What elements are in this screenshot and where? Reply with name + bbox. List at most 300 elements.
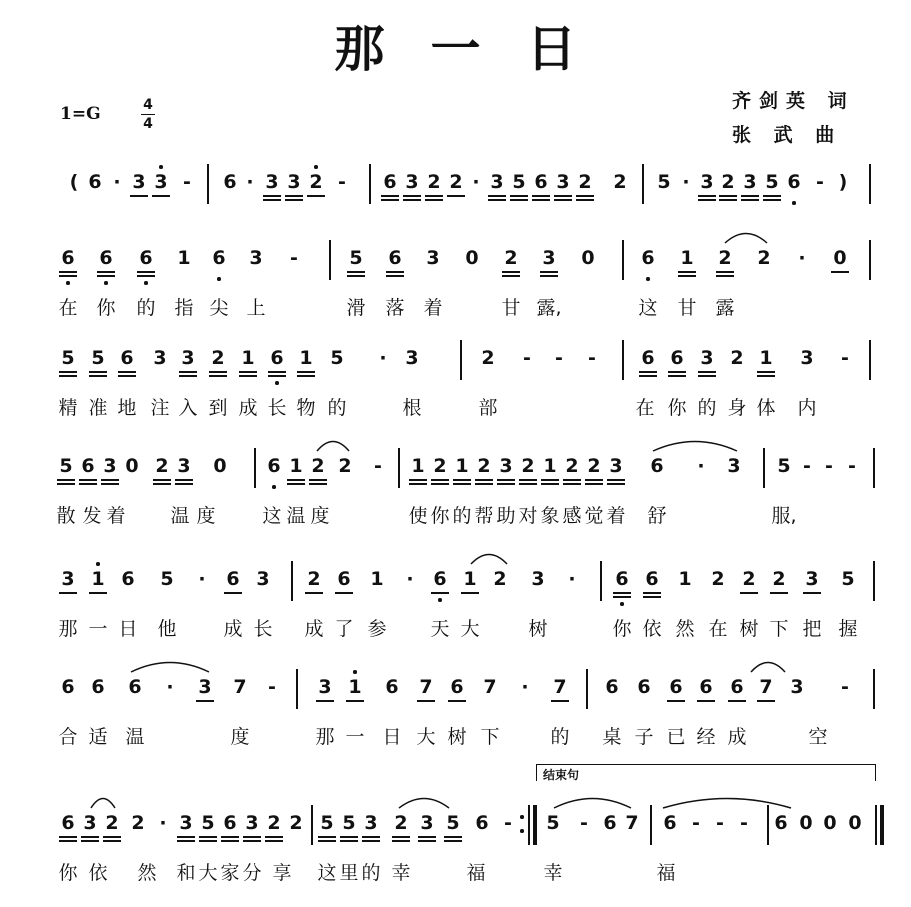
lyric-char: 体 — [756, 397, 776, 419]
underline — [340, 840, 358, 842]
score-row — [0, 675, 911, 755]
underline — [510, 199, 528, 201]
underline — [418, 836, 436, 838]
underline — [667, 700, 685, 702]
underline — [57, 483, 75, 485]
underline — [540, 271, 558, 273]
underline — [101, 483, 119, 485]
note: 6 — [226, 568, 240, 590]
octave-dot-below — [272, 485, 276, 489]
note: 0 — [799, 812, 813, 834]
note: 2 — [587, 455, 601, 477]
lyric-char: 你 — [667, 397, 687, 419]
underline — [59, 375, 77, 377]
lyric-char: 树 — [739, 618, 759, 640]
lyric-char: 你 — [58, 862, 78, 884]
barline — [600, 561, 602, 601]
lyric-char: 已 — [666, 726, 686, 748]
note: 6 — [385, 676, 399, 698]
score-row — [0, 170, 911, 250]
underline — [59, 271, 77, 273]
note: 3 — [700, 347, 714, 369]
repeat-barline-thick — [533, 805, 537, 845]
note: 3 — [287, 171, 301, 193]
lyric-char: 发 — [82, 505, 102, 527]
barline — [650, 805, 652, 845]
lyric-char: 长 — [267, 397, 287, 419]
underline — [461, 592, 479, 594]
underline — [392, 840, 410, 842]
tie-slur — [90, 793, 116, 809]
note: - — [816, 171, 824, 193]
tie-curve — [399, 799, 449, 809]
underline — [519, 483, 537, 485]
underline — [175, 479, 193, 481]
lyric-char: 福 — [466, 862, 486, 884]
underline — [678, 275, 696, 277]
note: 6 — [605, 676, 619, 698]
note: 5 — [777, 455, 791, 477]
note: 6 — [730, 676, 744, 698]
underline — [221, 840, 239, 842]
underline — [532, 195, 550, 197]
lyric-char: 幸 — [391, 862, 411, 884]
underline — [576, 195, 594, 197]
note: · — [521, 676, 529, 698]
time-signature-top: 4 — [143, 97, 153, 113]
underline — [431, 479, 449, 481]
underline — [643, 592, 661, 594]
lyric-char: 在 — [635, 397, 655, 419]
underline — [362, 836, 380, 838]
underline — [89, 592, 107, 594]
lyric-char: 物 — [296, 397, 316, 419]
lyric-char: 适 — [88, 726, 108, 748]
underline — [563, 483, 581, 485]
underline — [757, 700, 775, 702]
lyric-char: 下 — [769, 618, 789, 640]
underline — [263, 195, 281, 197]
lyric-char: 大 — [198, 862, 218, 884]
note: 6 — [88, 171, 102, 193]
lyric-char: 着 — [606, 505, 626, 527]
underline — [613, 592, 631, 594]
note: 3 — [556, 171, 570, 193]
note: 1 — [177, 247, 191, 269]
note: 6 — [128, 676, 142, 698]
barline — [296, 669, 298, 709]
lyric-char: 感 — [562, 505, 582, 527]
lyric-char: 的 — [361, 862, 381, 884]
lyric-char: 幸 — [543, 862, 563, 884]
note: 7 — [233, 676, 247, 698]
lyric-char: 一 — [345, 726, 365, 748]
note: 3 — [318, 676, 332, 698]
note: 1 — [463, 568, 477, 590]
lyric-char: 了 — [334, 618, 354, 640]
octave-dot-above — [314, 165, 318, 169]
lyric-char: 助 — [496, 505, 516, 527]
underline — [541, 483, 559, 485]
underline — [613, 596, 631, 598]
note: 2 — [338, 455, 352, 477]
note: 1 — [759, 347, 773, 369]
barline — [586, 669, 588, 709]
note: 0 — [581, 247, 595, 269]
underline — [268, 375, 286, 377]
underline — [196, 700, 214, 702]
note: 3 — [790, 676, 804, 698]
note: 3 — [153, 347, 167, 369]
underline — [757, 371, 775, 373]
underline — [502, 271, 520, 273]
underline — [221, 836, 239, 838]
underline — [510, 195, 528, 197]
underline — [179, 371, 197, 373]
note: 2 — [730, 347, 744, 369]
underline — [152, 195, 170, 197]
tie-curve — [91, 799, 115, 809]
underline — [698, 195, 716, 197]
barline — [873, 561, 875, 601]
note: 1 — [680, 247, 694, 269]
note: 2 — [711, 568, 725, 590]
note: 6 — [774, 812, 788, 834]
note: 1 — [370, 568, 384, 590]
lyric-char: 握 — [838, 618, 858, 640]
underline — [199, 836, 217, 838]
lyric-char: 然 — [137, 862, 157, 884]
ending-bracket — [536, 764, 876, 781]
lyric-char: 地 — [117, 397, 137, 419]
note: 3 — [405, 347, 419, 369]
underline — [431, 592, 449, 594]
note: 5 — [320, 812, 334, 834]
lyric-char: 度 — [196, 505, 216, 527]
note: 6 — [475, 812, 489, 834]
note: 6 — [61, 812, 75, 834]
underline — [175, 483, 193, 485]
lyric-char: 对 — [518, 505, 538, 527]
lyric-char: 一 — [88, 618, 108, 640]
lyric-char: 温 — [286, 505, 306, 527]
note: 5 — [657, 171, 671, 193]
underline — [287, 483, 305, 485]
barline — [398, 448, 400, 488]
underline — [224, 592, 242, 594]
tie-slur — [652, 436, 738, 452]
note: 3 — [700, 171, 714, 193]
note: 1 — [411, 455, 425, 477]
note: 2 — [578, 171, 592, 193]
ending-label: 结束句 — [543, 768, 580, 782]
underline — [89, 371, 107, 373]
underline — [346, 700, 364, 702]
octave-dot-above — [353, 670, 357, 674]
score-row — [0, 811, 911, 891]
note: 2 — [477, 455, 491, 477]
tie-slur — [398, 793, 450, 809]
note: 7 — [625, 812, 639, 834]
note: 2 — [449, 171, 463, 193]
lyric-char: 温 — [170, 505, 190, 527]
underline — [540, 275, 558, 277]
note: - — [716, 812, 724, 834]
score-row — [0, 246, 911, 326]
note: 2 — [289, 812, 303, 834]
underline — [118, 375, 136, 377]
barline — [207, 164, 209, 204]
underline — [81, 840, 99, 842]
note: 6 — [383, 171, 397, 193]
lyric-char: 准 — [88, 397, 108, 419]
underline — [678, 271, 696, 273]
lyric-char: 的 — [327, 397, 347, 419]
lyric-char: 享 — [272, 862, 292, 884]
lyric-char: 服, — [771, 505, 797, 527]
underline — [554, 195, 572, 197]
note: 3 — [256, 568, 270, 590]
note: 2 — [433, 455, 447, 477]
underline — [551, 700, 569, 702]
note: 3 — [249, 247, 263, 269]
underline — [770, 592, 788, 594]
note: 6 — [650, 455, 664, 477]
underline — [59, 840, 77, 842]
lyric-char: 这 — [638, 297, 658, 319]
note: 3 — [805, 568, 819, 590]
underline — [607, 479, 625, 481]
lyric-char: 在 — [58, 297, 78, 319]
underline — [488, 199, 506, 201]
underline — [444, 840, 462, 842]
note: 5 — [765, 171, 779, 193]
lyric-char: 注 — [150, 397, 170, 419]
underline — [263, 199, 281, 201]
lyric-char: 度 — [310, 505, 330, 527]
note: 6 — [433, 568, 447, 590]
underline — [79, 479, 97, 481]
note: - — [848, 455, 856, 477]
note: 2 — [772, 568, 786, 590]
composer-credit: 张 武 曲 — [732, 124, 843, 146]
final-barline-thick — [880, 805, 884, 845]
underline — [265, 840, 283, 842]
note: - — [740, 812, 748, 834]
barline — [873, 448, 875, 488]
underline — [425, 199, 443, 201]
underline — [698, 199, 716, 201]
underline — [265, 836, 283, 838]
underline — [381, 195, 399, 197]
note: · — [682, 171, 690, 193]
note: 6 — [81, 455, 95, 477]
lyric-char: 日 — [118, 618, 138, 640]
lyric-char: 子 — [634, 726, 654, 748]
lyric-char: 这 — [317, 862, 337, 884]
note: 6 — [670, 347, 684, 369]
barline — [869, 340, 871, 380]
lyricist-credit: 齐剑英 词 — [732, 90, 855, 112]
note: 3 — [405, 171, 419, 193]
note: · — [798, 247, 806, 269]
underline — [697, 700, 715, 702]
lyric-char: 的 — [452, 505, 472, 527]
lyric-char: 树 — [528, 618, 548, 640]
note: 6 — [603, 812, 617, 834]
lyric-char: 的 — [550, 726, 570, 748]
lyric-char: 甘 — [501, 297, 521, 319]
note: 2 — [307, 568, 321, 590]
note: 3 — [499, 455, 513, 477]
lyric-char: 使 — [408, 505, 428, 527]
underline — [239, 375, 257, 377]
barline — [254, 448, 256, 488]
note: 0 — [465, 247, 479, 269]
note: 1 — [455, 455, 469, 477]
underline — [309, 483, 327, 485]
note: 6 — [641, 247, 655, 269]
lyric-char: 落 — [385, 297, 405, 319]
lyric-char: 温 — [125, 726, 145, 748]
note: 5 — [446, 812, 460, 834]
underline — [381, 199, 399, 201]
lyric-char: 的 — [136, 297, 156, 319]
note: 1 — [543, 455, 557, 477]
underline — [297, 375, 315, 377]
repeat-barline — [528, 805, 530, 845]
lyric-char: 参 — [367, 618, 387, 640]
lyric-char: 桌 — [602, 726, 622, 748]
note: 2 — [742, 568, 756, 590]
underline — [137, 271, 155, 273]
underline — [59, 371, 77, 373]
note: 6 — [663, 812, 677, 834]
underline — [716, 275, 734, 277]
octave-dot-below — [275, 381, 279, 385]
note: - — [338, 171, 346, 193]
note: 6 — [337, 568, 351, 590]
lyric-char: 大 — [416, 726, 436, 748]
note: 3 — [800, 347, 814, 369]
note: - — [374, 455, 382, 477]
underline — [97, 271, 115, 273]
note: 5 — [546, 812, 560, 834]
note: 2 — [311, 455, 325, 477]
underline — [101, 479, 119, 481]
note: 6 — [91, 676, 105, 698]
underline — [475, 483, 493, 485]
song-title: 那一日 — [334, 19, 623, 78]
barline — [369, 164, 371, 204]
barline — [869, 240, 871, 280]
note: 0 — [833, 247, 847, 269]
note: - — [580, 812, 588, 834]
barline — [873, 669, 875, 709]
note: 3 — [103, 455, 117, 477]
lyric-char: 他 — [157, 618, 177, 640]
barline — [622, 340, 624, 380]
tie-curve — [725, 234, 767, 244]
note: 3 — [177, 455, 191, 477]
underline — [425, 195, 443, 197]
underline — [347, 271, 365, 273]
underline — [177, 836, 195, 838]
note: 5 — [512, 171, 526, 193]
underline — [153, 479, 171, 481]
lyric-char: 把 — [802, 618, 822, 640]
lyric-char: 分 — [242, 862, 262, 884]
lyric-char: 尖 — [209, 297, 229, 319]
underline — [716, 271, 734, 273]
underline — [103, 836, 121, 838]
lyric-char: 内 — [797, 397, 817, 419]
underline — [209, 375, 227, 377]
underline — [453, 483, 471, 485]
barline — [460, 340, 462, 380]
note: 2 — [757, 247, 771, 269]
lyric-char: 舒 — [647, 505, 667, 527]
note: 6 — [223, 171, 237, 193]
underline — [153, 483, 171, 485]
lyric-char: 在 — [708, 618, 728, 640]
lyric-char: 露 — [715, 297, 735, 319]
underline — [728, 700, 746, 702]
note: 5 — [349, 247, 363, 269]
lyric-char: 长 — [253, 618, 273, 640]
note: 5 — [91, 347, 105, 369]
note: 3 — [609, 455, 623, 477]
octave-dot-below — [646, 277, 650, 281]
note: - — [692, 812, 700, 834]
note: 3 — [179, 812, 193, 834]
note: 0 — [213, 455, 227, 477]
lyric-char: 指 — [174, 297, 194, 319]
note: · — [406, 568, 414, 590]
note: 3 — [490, 171, 504, 193]
note: 6 — [669, 676, 683, 698]
underline — [803, 592, 821, 594]
note: 6 — [450, 676, 464, 698]
underline — [763, 195, 781, 197]
underline — [285, 195, 303, 197]
tie-curve — [317, 442, 349, 452]
barline — [329, 240, 331, 280]
note: - — [825, 455, 833, 477]
underline — [668, 371, 686, 373]
note: 6 — [787, 171, 801, 193]
underline — [532, 199, 550, 201]
underline — [554, 199, 572, 201]
note: 0 — [125, 455, 139, 477]
score-row — [0, 454, 911, 534]
underline — [497, 479, 515, 481]
tie-curve — [131, 663, 209, 673]
note: 6 — [121, 568, 135, 590]
note: 6 — [270, 347, 284, 369]
octave-dot-below — [438, 598, 442, 602]
underline — [444, 836, 462, 838]
underline — [741, 195, 759, 197]
underline — [130, 195, 148, 197]
lyric-char: 滑 — [346, 297, 366, 319]
lyric-char: 露, — [536, 297, 562, 319]
time-signature-bottom: 4 — [143, 116, 153, 132]
underline — [643, 596, 661, 598]
tie-slur — [662, 793, 792, 809]
tie-slur — [553, 793, 632, 809]
octave-dot-above — [96, 562, 100, 566]
